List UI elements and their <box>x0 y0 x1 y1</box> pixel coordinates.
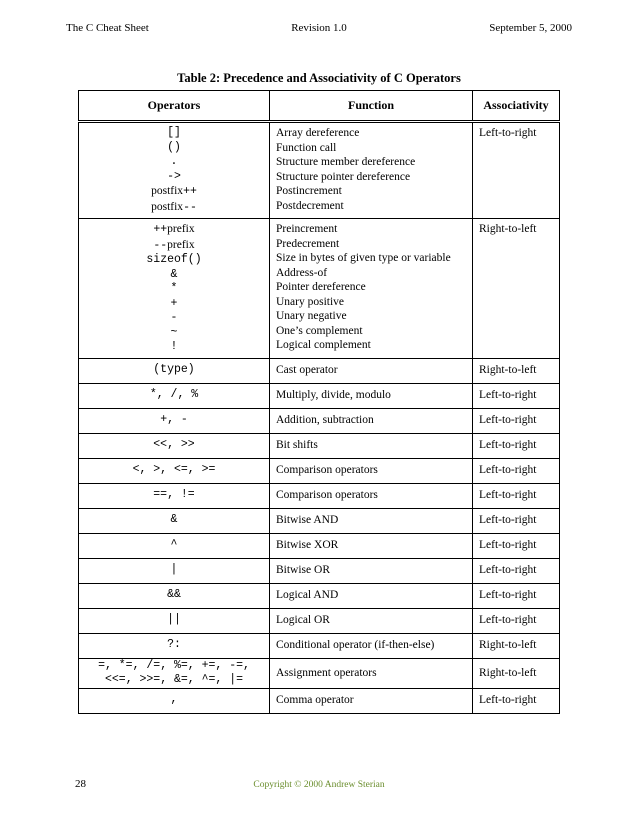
operator-cell <box>79 458 270 483</box>
function-description: Structure pointer dereference <box>276 170 411 183</box>
operator-code: ++ <box>183 185 197 198</box>
function-description: Unary positive <box>276 295 345 308</box>
associativity-cell: Left-to-right <box>473 483 560 508</box>
operator-code: (type) <box>153 363 195 377</box>
operator-position-word: postfix <box>151 200 184 213</box>
function-description: Size in bytes of given type or variable <box>276 252 451 264</box>
table-row <box>79 608 560 633</box>
table-caption: Table 2: Precedence and Associativity of C Operators <box>177 71 461 85</box>
associativity-cell: Right-to-left <box>473 358 560 383</box>
column-header-function: Function <box>270 91 473 122</box>
operator-symbol <box>85 141 263 156</box>
function-cell <box>270 608 473 633</box>
function-description: Structure member dereference <box>276 156 416 168</box>
operator-symbol <box>85 463 263 478</box>
operator-symbol <box>85 184 263 200</box>
operator-cell <box>79 633 270 658</box>
operator-code: <<, >> <box>153 438 195 452</box>
operator-cell <box>79 508 270 533</box>
operator-cell <box>79 122 270 219</box>
operator-symbol <box>85 388 263 403</box>
function-cell <box>270 458 473 483</box>
associativity-cell: Left-to-right <box>473 608 560 633</box>
operator-cell <box>79 408 270 433</box>
operator-code: && <box>167 588 181 602</box>
function-cell <box>270 122 473 219</box>
associativity-cell: Left-to-right <box>473 508 560 533</box>
table-row <box>79 219 560 359</box>
copyright-notice: Copyright © 2000 Andrew Sterian <box>253 780 385 790</box>
operator-code: || <box>167 613 181 627</box>
function-description: One’s complement <box>276 324 363 337</box>
associativity-cell: Right-to-left <box>473 633 560 658</box>
function-description: Postdecrement <box>276 199 344 212</box>
operator-cell <box>79 658 270 688</box>
operator-symbol <box>85 238 263 254</box>
associativity-cell: Left-to-right <box>473 458 560 483</box>
function-description: Addition, subtraction <box>276 414 374 427</box>
function-cell <box>270 408 473 433</box>
table-row <box>79 383 560 408</box>
function-description: Bitwise AND <box>276 514 339 527</box>
operator-symbol <box>85 253 263 268</box>
operator-code: () <box>167 140 181 154</box>
function-cell <box>270 219 473 359</box>
operator-code: +, - <box>160 413 188 427</box>
table-row <box>79 558 560 583</box>
operator-symbol <box>85 155 263 170</box>
header-date: September 5, 2000 <box>489 22 572 34</box>
operator-code: ==, != <box>153 488 195 502</box>
function-description: Function call <box>276 141 337 154</box>
function-description: Bit shifts <box>276 439 318 452</box>
operator-code: [] <box>167 126 181 139</box>
operator-symbol <box>85 588 263 603</box>
page-footer <box>66 778 572 792</box>
function-description: Array dereference <box>276 127 360 139</box>
function-cell <box>270 583 473 608</box>
table-row <box>79 533 560 558</box>
operator-code: <, >, <=, >= <box>132 463 216 477</box>
column-header-associativity: Associativity <box>473 91 560 122</box>
operator-symbol <box>85 268 263 283</box>
operator-code: ?: <box>167 638 181 652</box>
operator-code: - <box>170 311 178 324</box>
function-cell <box>270 358 473 383</box>
function-cell <box>270 533 473 558</box>
operator-cell <box>79 583 270 608</box>
associativity-cell: Left-to-right <box>473 558 560 583</box>
function-description: Conditional operator (if-then-else) <box>276 639 435 652</box>
page-header <box>66 22 572 38</box>
operator-code: -- <box>183 200 197 214</box>
table-row <box>79 458 560 483</box>
associativity-cell: Left-to-right <box>473 533 560 558</box>
operator-position-word: prefix <box>167 238 195 251</box>
function-description: Address-of <box>276 266 328 279</box>
operator-code: -- <box>153 238 168 252</box>
operator-symbol <box>85 538 263 553</box>
operator-code: . <box>170 155 178 168</box>
function-cell <box>270 633 473 658</box>
table-row <box>79 508 560 533</box>
operator-cell <box>79 358 270 383</box>
associativity-cell: Left-to-right <box>473 583 560 608</box>
operator-symbol <box>85 693 263 708</box>
associativity-cell: Right-to-left <box>473 219 560 359</box>
associativity-cell: Left-to-right <box>473 688 560 713</box>
operator-symbol <box>85 282 263 297</box>
function-description: Pointer dereference <box>276 281 366 293</box>
column-header-operators: Operators <box>79 91 270 122</box>
function-description: Bitwise XOR <box>276 539 339 552</box>
table-header-row <box>79 91 560 122</box>
operator-code: | <box>170 563 178 577</box>
operator-symbol <box>85 311 263 326</box>
function-description: Logical AND <box>276 589 339 602</box>
operator-cell <box>79 688 270 713</box>
operator-symbol <box>85 363 263 378</box>
operator-symbol <box>85 563 263 578</box>
function-description: Comparison operators <box>276 464 378 477</box>
operator-cell <box>79 558 270 583</box>
operator-code: + <box>170 296 178 310</box>
operator-code: -> <box>167 169 181 183</box>
function-description: Bitwise OR <box>276 564 330 577</box>
operator-cell <box>79 433 270 458</box>
operator-symbol <box>85 438 263 453</box>
function-cell <box>270 558 473 583</box>
page-number: 28 <box>75 778 86 790</box>
operator-code: ! <box>170 340 178 353</box>
function-description: Logical OR <box>276 614 330 627</box>
operator-cell <box>79 533 270 558</box>
operator-symbol <box>85 340 263 355</box>
operator-symbol <box>85 126 263 141</box>
operator-cell <box>79 483 270 508</box>
operator-symbol <box>85 513 263 528</box>
table-row <box>79 433 560 458</box>
associativity-cell: Left-to-right <box>473 408 560 433</box>
header-revision: Revision 1.0 <box>291 22 347 34</box>
operator-code: =, *=, /=, %=, +=, -=, <box>98 658 250 672</box>
precedence-table <box>78 90 560 714</box>
operator-symbol <box>85 200 263 216</box>
function-cell <box>270 483 473 508</box>
associativity-cell: Left-to-right <box>473 433 560 458</box>
operator-cell <box>79 608 270 633</box>
operator-code: * <box>170 282 178 295</box>
function-description: Postincrement <box>276 185 342 197</box>
associativity-cell: Left-to-right <box>473 122 560 219</box>
operator-symbol <box>85 222 263 238</box>
operator-symbol <box>85 673 263 688</box>
function-description: Comma operator <box>276 694 354 707</box>
table-row <box>79 358 560 383</box>
operator-code: , <box>170 693 178 707</box>
operator-symbol <box>85 613 263 628</box>
function-description: Unary negative <box>276 310 347 322</box>
operator-symbol <box>85 326 263 341</box>
function-description: Assignment operators <box>276 666 377 679</box>
table-body <box>79 122 560 714</box>
operator-symbol <box>85 170 263 185</box>
function-cell <box>270 508 473 533</box>
associativity-cell: Left-to-right <box>473 383 560 408</box>
function-description: Preincrement <box>276 223 338 235</box>
operator-code: <<=, >>=, &=, ^=, |= <box>104 673 244 686</box>
operator-symbol <box>85 297 263 312</box>
operator-code: ^ <box>170 538 178 552</box>
operator-code: sizeof() <box>146 253 202 266</box>
function-cell <box>270 383 473 408</box>
table-row <box>79 688 560 713</box>
operator-symbol <box>85 488 263 503</box>
table-row <box>79 658 560 688</box>
function-description: Predecrement <box>276 237 340 250</box>
function-description: Logical complement <box>276 339 371 351</box>
function-cell <box>270 688 473 713</box>
operator-code: & <box>170 267 178 281</box>
table-row <box>79 408 560 433</box>
operator-cell <box>79 219 270 359</box>
operator-code: *, /, % <box>149 388 199 402</box>
table-row <box>79 583 560 608</box>
function-description: Cast operator <box>276 364 338 377</box>
function-description: Comparison operators <box>276 489 378 502</box>
operator-position-word: prefix <box>167 223 195 235</box>
table-row <box>79 633 560 658</box>
function-cell <box>270 658 473 688</box>
associativity-cell: Right-to-left <box>473 658 560 688</box>
operator-symbol <box>85 638 263 653</box>
operator-symbol <box>85 413 263 428</box>
operator-code: ~ <box>170 325 178 339</box>
function-description: Multiply, divide, modulo <box>276 389 391 402</box>
operator-symbol <box>85 659 263 674</box>
table-row <box>79 122 560 219</box>
operator-cell <box>79 383 270 408</box>
header-title: The C Cheat Sheet <box>66 22 149 34</box>
operator-position-word: postfix <box>151 185 184 197</box>
operator-code: & <box>170 513 178 527</box>
function-cell <box>270 433 473 458</box>
operator-code: ++ <box>153 223 168 236</box>
table-row <box>79 483 560 508</box>
